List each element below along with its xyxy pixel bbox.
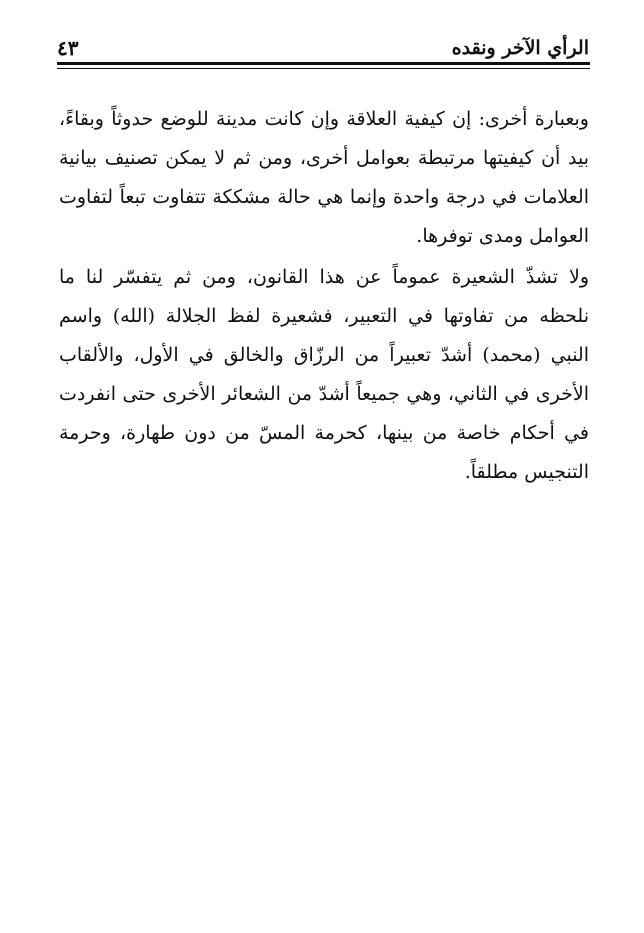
body-text: [59, 100, 589, 492]
header-rule-thin: [57, 68, 590, 69]
paragraph-2: ولا تشذّ الشعيرة عموماً عن هذا القانون، ومن ثم يتفسّر لنا ما نلحظه من تفاوتها في التعبير، فشعيرة لفظ الجلالة (الله) واسم النبي (محمد) أشدّ تعبيراً من الرزّاق والخالق في الأول، والألقاب الأخرى في الثاني، وهي جميعاً أشدّ من الشعائر الأخرى حتى انفردت في أحكام خاصة من بينها، كحرمة المسّ من دون طهارة، وحرمة التنجيس مطلقاً.: [59, 266, 589, 483]
paragraph-1: وبعبارة أخرى: إن كيفية العلاقة وإن كانت مدينة للوضع حدوثاً وبقاءً، بيد أن كيفيتها مرتبطة بعوامل أخرى، ومن ثم لا يمكن تصنيف بيانية العلامات في درجة واحدة وإنما هي حالة مشككة تتفاوت تبعاً لتفاوت العوامل ومدى توفرها.: [59, 108, 589, 247]
chapter-title: الرأي الآخر ونقده: [451, 37, 589, 59]
header-rule-thick: [57, 62, 590, 65]
page-number: ٤٣: [57, 36, 79, 60]
running-header: [57, 33, 589, 59]
